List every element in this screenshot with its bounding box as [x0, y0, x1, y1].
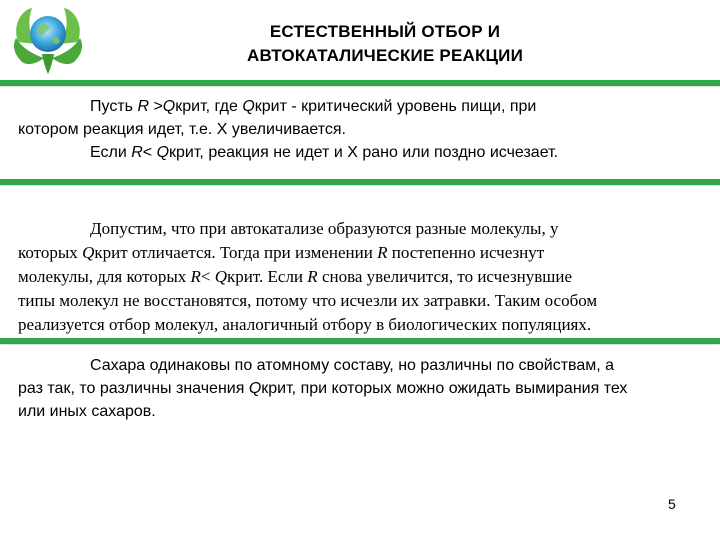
text-line: реализуется отбор молекул, аналогичный отбору в биологических популяциях.: [18, 315, 592, 334]
text-line: Допустим, что при автокатализе образуются разные молекулы, у: [90, 219, 559, 238]
text-line: Если R< Qкрит, реакция не идет и Х рано или поздно исчезает.: [90, 144, 559, 161]
text-line: котором реакция идет, т.е. Х увеличивается.: [18, 121, 346, 138]
text-line: молекулы, для которых R< Qкрит. Если R снова увеличится, то исчезнувшие: [18, 267, 573, 286]
paragraph-sugars: [18, 354, 708, 423]
title-line-1: ЕСТЕСТВЕННЫЙ ОТБОР И: [269, 22, 501, 41]
text-line: Сахара одинаковы по атомному составу, но различны по свойствам, а: [90, 357, 615, 374]
globe-with-leaves-icon: [8, 2, 88, 78]
text-line: или иных сахаров.: [18, 403, 156, 420]
paragraph-condition: [18, 95, 708, 164]
divider-top: [0, 80, 720, 86]
title-line-2: АВТОКАТАЛИЧЕСКИЕ РЕАКЦИИ: [246, 46, 524, 65]
text-line: Пусть R >Qкрит, где Qкрит - критический уровень пищи, при: [90, 98, 537, 115]
text-line: которых Qкрит отличается. Тогда при изменении R постепенно исчезнут: [18, 243, 545, 262]
paragraph-autocatalysis: [18, 217, 708, 337]
slide-title: [150, 20, 620, 68]
page-number: 5: [668, 496, 676, 512]
text-line: типы молекул не восстановятся, потому что исчезли их затравки. Таким особом: [18, 291, 598, 310]
divider-middle: [0, 179, 720, 185]
text-line: раз так, то различны значения Qкрит, при которых можно ожидать вымирания тех: [18, 380, 628, 397]
divider-bottom: [0, 338, 720, 344]
